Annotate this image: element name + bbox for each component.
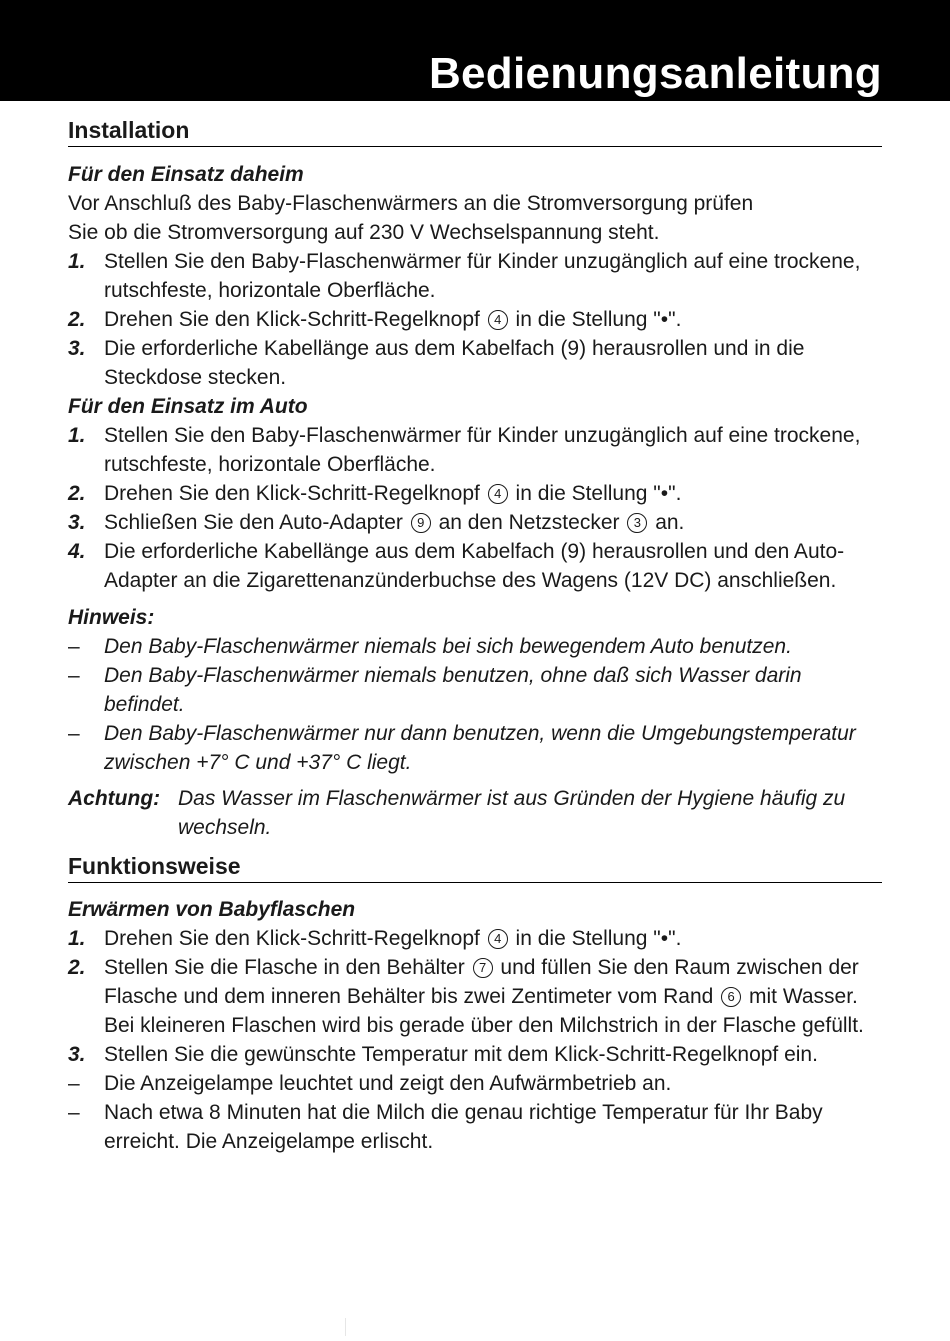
step-text: Die erforderliche Kabellänge aus dem Kabelfach (9) herausrollen und den Auto-Adapter an die Zigarettenanzünderbuchse des Wagens (12V DC) anschließen. (104, 540, 845, 592)
page-title: Bedienungsanleitung (428, 49, 882, 98)
scan-mark (345, 1318, 346, 1336)
heading-hinweis: Hinweis: (68, 606, 155, 629)
note-item (68, 719, 882, 777)
note-text: Den Baby-Flaschenwärmer niemals bei sich bewegendem Auto benutzen. (104, 635, 792, 658)
step-text-part: Schließen Sie den Auto-Adapter (104, 511, 403, 534)
note-text: Die Anzeigelampe leuchtet und zeigt den Aufwärmbetrieb an. (104, 1072, 672, 1095)
list-item (68, 305, 882, 334)
list-item (68, 421, 882, 479)
step-number: 2. (68, 482, 86, 505)
dash-bullet: – (68, 722, 80, 745)
list-item (68, 1040, 882, 1069)
achtung-warning (68, 784, 882, 842)
step-text-part: mit Wasser. Bei kleineren Flaschen wird bis gerade über den Milchstrich in der Flasche gefüllt. (104, 985, 864, 1037)
step-text-part: Drehen Sie den Klick-Schritt-Regelknopf (104, 308, 480, 331)
step-number: 2. (68, 956, 86, 979)
circled-reference-number: 4 (488, 484, 508, 504)
dash-bullet: – (68, 635, 80, 658)
dash-bullet: – (68, 1072, 80, 1095)
step-text-part: Drehen Sie den Klick-Schritt-Regelknopf (104, 482, 480, 505)
note-item (68, 632, 882, 661)
circled-reference-number: 4 (488, 310, 508, 330)
circled-reference-number: 3 (627, 513, 647, 533)
step-text-part: Drehen Sie den Klick-Schritt-Regelknopf (104, 927, 480, 950)
section-title-installation: Installation (68, 114, 882, 147)
dash-bullet: – (68, 1101, 80, 1124)
step-text: Stellen Sie den Baby-Flaschenwärmer für Kinder unzugänglich auf eine trockene, rutschfeste, horizontale Oberfläche. (104, 424, 861, 476)
list-item (68, 537, 882, 595)
step-text (104, 479, 882, 508)
list-item (68, 479, 882, 508)
circled-reference-number: 4 (488, 929, 508, 949)
step-text: Stellen Sie die gewünschte Temperatur mit dem Klick-Schritt-Regelknopf ein. (104, 1043, 818, 1066)
note-item (68, 1098, 882, 1156)
step-text-part: Stellen Sie die Flasche in den Behälter (104, 956, 465, 979)
step-number: 3. (68, 1043, 86, 1066)
step-text-part: in die Stellung "•". (515, 308, 682, 331)
list-item (68, 924, 882, 953)
heading-einsatz-auto: Für den Einsatz im Auto (68, 395, 308, 418)
step-number: 1. (68, 927, 86, 950)
circled-reference-number: 9 (411, 513, 431, 533)
achtung-text: Das Wasser im Flaschenwärmer ist aus Gründen der Hygiene häufig zu wechseln. (178, 787, 846, 839)
section-title-funktionsweise: Funktionsweise (68, 850, 882, 883)
list-item (68, 508, 882, 537)
step-text (104, 924, 882, 953)
step-text-part: an. (655, 511, 685, 534)
heading-einsatz-daheim: Für den Einsatz daheim (68, 163, 304, 186)
step-text-part: an den Netzstecker (438, 511, 620, 534)
document-body (68, 114, 882, 1156)
intro-line-2: Sie ob die Stromversorgung auf 230 V Wechselspannung steht. (68, 221, 660, 244)
header-bar (0, 0, 950, 101)
intro-line-1: Vor Anschluß des Baby-Flaschenwärmers an die Stromversorgung prüfen (68, 192, 754, 215)
note-text: Nach etwa 8 Minuten hat die Milch die genau richtige Temperatur für Ihr Baby erreicht. Die Anzeigelampe erlischt. (104, 1101, 823, 1153)
step-text: Stellen Sie den Baby-Flaschenwärmer für Kinder unzugänglich auf eine trockene, rutschfeste, horizontale Oberfläche. (104, 250, 861, 302)
circled-reference-number: 6 (721, 987, 741, 1007)
dash-bullet: – (68, 664, 80, 687)
step-number: 3. (68, 337, 86, 360)
note-item (68, 661, 882, 719)
note-item (68, 1069, 882, 1098)
step-number: 1. (68, 250, 86, 273)
note-text: Den Baby-Flaschenwärmer nur dann benutzen, wenn die Umgebungstemperatur zwischen +7° C und +37° C liegt. (104, 722, 856, 774)
step-number: 2. (68, 308, 86, 331)
step-text: Die erforderliche Kabellänge aus dem Kabelfach (9) herausrollen und in die Steckdose stecken. (104, 337, 805, 389)
step-text (104, 305, 882, 334)
list-item (68, 334, 882, 392)
step-number: 3. (68, 511, 86, 534)
step-text-part: und füllen Sie den Raum zwischen der Flasche und dem inneren Behälter bis zwei Zentimeter vom Rand (104, 956, 859, 1008)
achtung-label: Achtung: (68, 787, 161, 810)
list-item (68, 247, 882, 305)
circled-reference-number: 7 (473, 958, 493, 978)
step-number: 1. (68, 424, 86, 447)
note-text: Den Baby-Flaschenwärmer niemals benutzen, ohne daß sich Wasser darin befindet. (104, 664, 802, 716)
step-text-part: in die Stellung "•". (515, 927, 682, 950)
step-text (104, 508, 882, 537)
step-number: 4. (68, 540, 86, 563)
list-item (68, 953, 882, 1040)
step-text-part: in die Stellung "•". (515, 482, 682, 505)
heading-erwaermen: Erwärmen von Babyflaschen (68, 898, 356, 921)
step-text (104, 953, 882, 1040)
